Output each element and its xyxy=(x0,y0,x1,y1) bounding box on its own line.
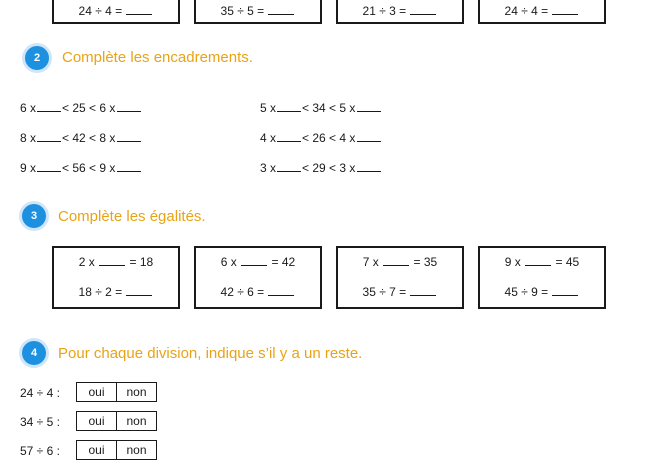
answer-blank[interactable] xyxy=(552,13,578,15)
top-box-expr: 24 ÷ 4 = xyxy=(504,4,549,18)
division-label: 34 ÷ 5 : xyxy=(20,415,60,429)
non-option[interactable]: non xyxy=(126,385,147,399)
answer-blank[interactable] xyxy=(126,294,152,296)
section-3-badge: 3 xyxy=(22,204,46,228)
top-box-1 xyxy=(52,0,180,24)
answer-blank[interactable] xyxy=(126,13,152,15)
oui-option[interactable]: oui xyxy=(77,441,117,459)
answer-blank[interactable] xyxy=(552,294,578,296)
framing-row: 4 x < 26 < 4 x xyxy=(260,131,382,145)
answer-blank[interactable] xyxy=(410,294,436,296)
answer-blank[interactable] xyxy=(37,170,61,172)
framing-row: 8 x < 42 < 8 x xyxy=(20,131,142,145)
top-box-expr: 35 ÷ 5 = xyxy=(220,4,265,18)
framing-row: 6 x < 25 < 6 x xyxy=(20,101,142,115)
section-2-title: Complète les encadrements. xyxy=(62,49,253,66)
answer-blank[interactable] xyxy=(357,110,381,112)
answer-blank[interactable] xyxy=(525,264,551,266)
top-box-expr: 24 ÷ 4 = xyxy=(78,4,123,18)
framing-row: 9 x < 56 < 9 x xyxy=(20,161,142,175)
answer-blank[interactable] xyxy=(277,170,301,172)
answer-blank[interactable] xyxy=(37,140,61,142)
equality-box-3: 7 x = 35 35 ÷ 7 = xyxy=(336,246,464,309)
section-2-badge: 2 xyxy=(25,46,49,70)
answer-blank[interactable] xyxy=(268,13,294,15)
answer-blank[interactable] xyxy=(410,13,436,15)
answer-blank[interactable] xyxy=(117,110,141,112)
section-3-title: Complète les égalités. xyxy=(58,208,206,225)
section-4-title: Pour chaque division, indique s’il y a un reste. xyxy=(58,345,363,362)
equality-box-1: 2 x = 18 18 ÷ 2 = xyxy=(52,246,180,309)
answer-blank[interactable] xyxy=(117,140,141,142)
answer-blank[interactable] xyxy=(37,110,61,112)
equality-box-4: 9 x = 45 45 ÷ 9 = xyxy=(478,246,606,309)
non-option[interactable]: non xyxy=(126,414,147,428)
division-label: 57 ÷ 6 : xyxy=(20,444,60,458)
answer-blank[interactable] xyxy=(117,170,141,172)
division-label: 24 ÷ 4 : xyxy=(20,386,60,400)
equality-box-2: 6 x = 42 42 ÷ 6 = xyxy=(194,246,322,309)
section-4-badge: 4 xyxy=(22,341,46,365)
top-box-4 xyxy=(478,0,606,24)
top-box-2 xyxy=(194,0,322,24)
framing-row: 5 x < 34 < 5 x xyxy=(260,101,382,115)
answer-blank[interactable] xyxy=(268,294,294,296)
answer-blank[interactable] xyxy=(99,264,125,266)
top-box-3 xyxy=(336,0,464,24)
answer-blank[interactable] xyxy=(357,170,381,172)
answer-blank[interactable] xyxy=(277,110,301,112)
non-option[interactable]: non xyxy=(126,443,147,457)
oui-option[interactable]: oui xyxy=(77,383,117,401)
answer-blank[interactable] xyxy=(357,140,381,142)
answer-blank[interactable] xyxy=(277,140,301,142)
yes-no-choice xyxy=(76,440,157,460)
framing-row: 3 x < 29 < 3 x xyxy=(260,161,382,175)
yes-no-choice xyxy=(76,382,157,402)
answer-blank[interactable] xyxy=(383,264,409,266)
top-box-expr: 21 ÷ 3 = xyxy=(362,4,407,18)
oui-option[interactable]: oui xyxy=(77,412,117,430)
answer-blank[interactable] xyxy=(241,264,267,266)
yes-no-choice xyxy=(76,411,157,431)
